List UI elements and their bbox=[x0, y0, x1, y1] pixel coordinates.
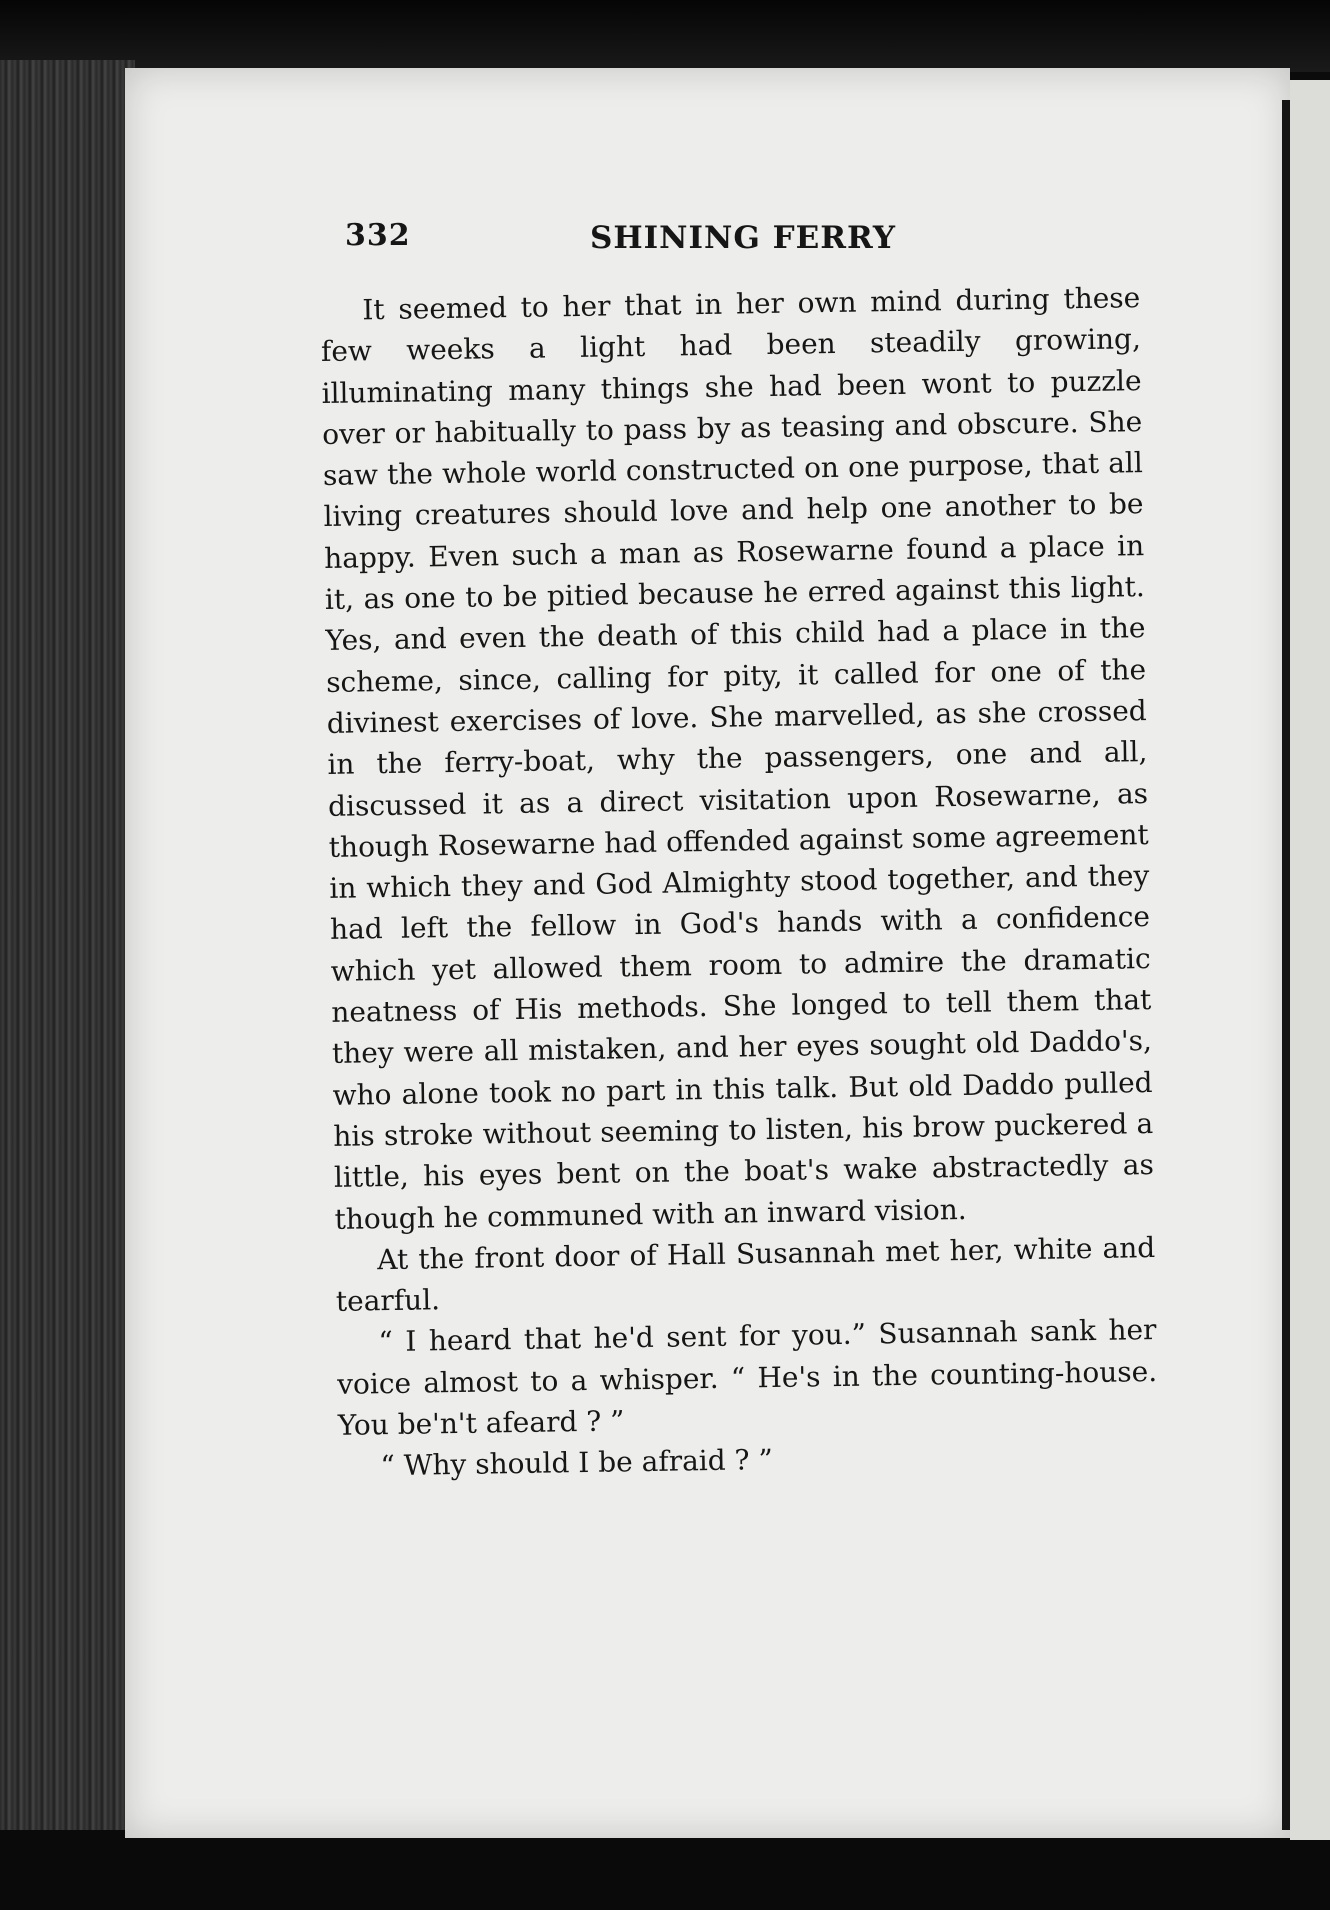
page-header bbox=[345, 218, 905, 268]
scan-bottom-border bbox=[0, 1830, 1330, 1910]
paragraph: At the front door of Hall Susannah met her, white and tearful. bbox=[335, 1230, 1156, 1318]
paragraph: It seemed to her that in her own mind during these few weeks a light had been steadily growing, illuminating many things she had been wont to puzzle over or habitually to pass by as teasing and obscure. She saw the whole world constructed on one purpose, that all living creatures should love and help one another to be happy. Even such a man as Rosewarne found a place in it, as one to be pitied because he erred against this light. Yes, and even the death of this child had a place in the scheme, since, calling for pity, it called for one of the divinest exercises of love. She marvelled, as she crossed in the ferry-boat, why the passengers, one and all, discussed it as a direct visitation upon Rosewarne, as though Rosewarne had offended against some agreement in which they and God Almighty stood together, and they had left the fellow in God's hands with a confidence which yet allowed them room to admire the dramatic neatness of His methods. She longed to tell them that they were all mistaken, and her eyes sought old Daddo's, who alone took no part in this talk. But old Daddo pulled his stroke without seeming to listen, his brow puckered a little, his eyes bent on the boat's wake abstractedly as though he communed with an inward vision. bbox=[320, 281, 1155, 1236]
paragraph: “ I heard that he'd sent for you.” Susannah sank her voice almost to a whisper. “ He's in the counting-house. You be'n't afeard ? ” bbox=[336, 1313, 1158, 1442]
body-text bbox=[320, 277, 1159, 1487]
book-spine-edge bbox=[0, 60, 135, 1840]
scan-top-border bbox=[0, 0, 1330, 72]
page-gutter-shadow bbox=[1282, 100, 1290, 1830]
running-head-title: SHINING FERRY bbox=[590, 220, 896, 256]
page-number: 332 bbox=[345, 218, 411, 253]
paragraph: “ Why should I be afraid ? ” bbox=[380, 1443, 774, 1483]
facing-page-edge bbox=[1290, 80, 1330, 1840]
